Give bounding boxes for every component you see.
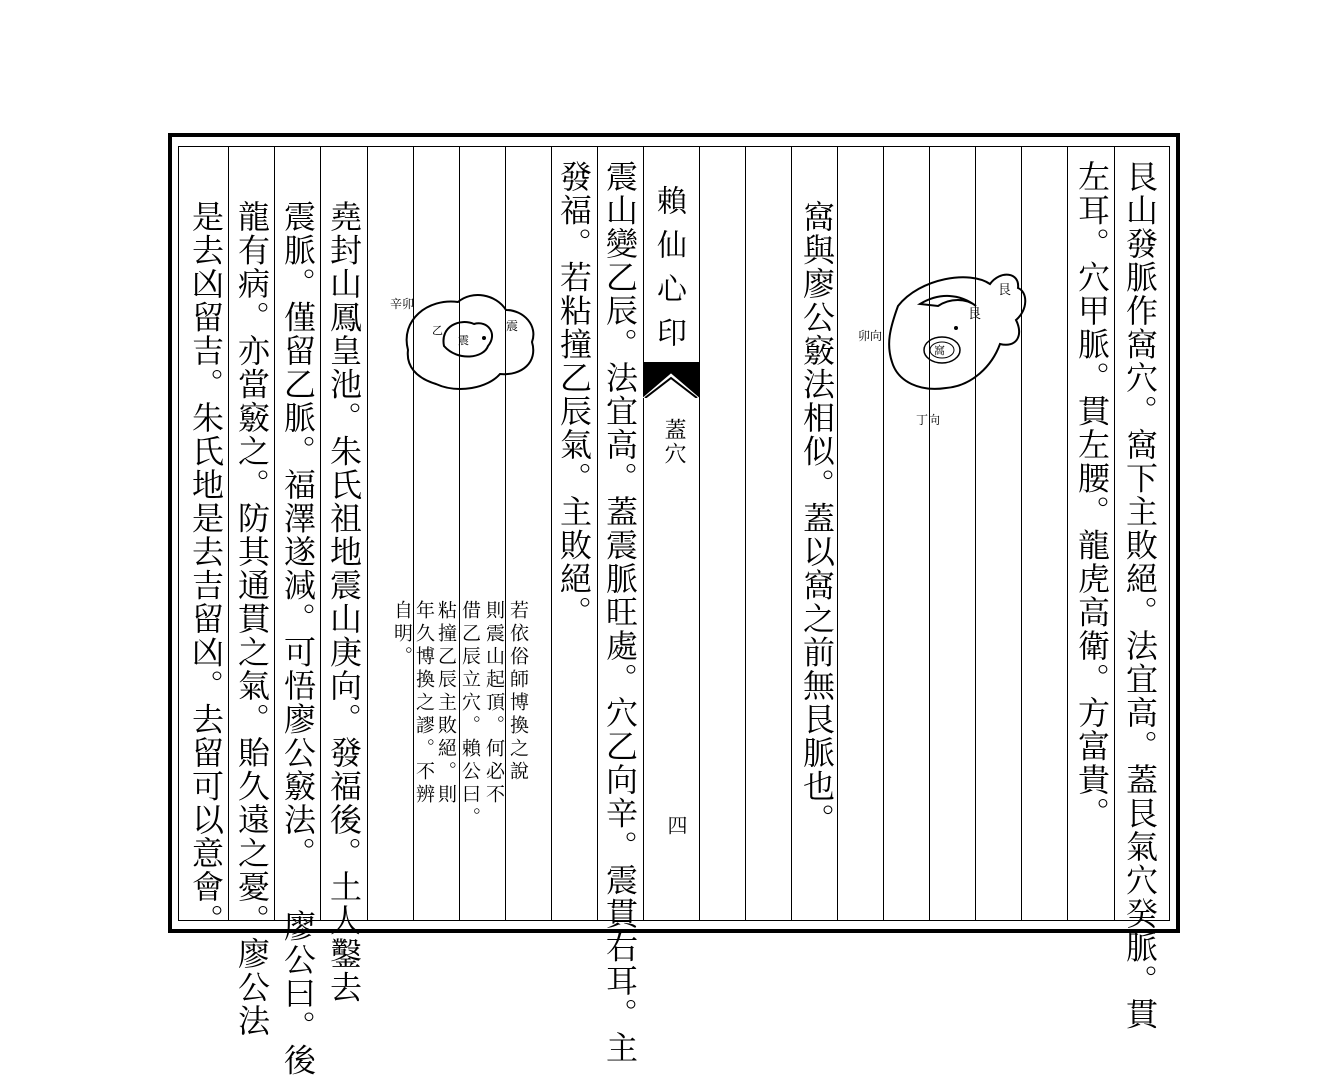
- center-rule-left: [643, 146, 644, 921]
- note-column: 年久博換之謬。不辨: [413, 600, 435, 807]
- rule-line: [274, 146, 275, 921]
- text-column: 龍有病。亦當竅之。防其通貫之氣。貽久遠之憂。廖公法: [233, 200, 271, 1038]
- text-column: 發福。若粘撞乙辰氣。主敗絕。: [555, 160, 593, 629]
- rule-line: [505, 146, 506, 921]
- note-column: 若依俗師博換之說: [507, 600, 529, 784]
- text-column: 艮山發脈作窩穴。窩下主敗絕。法宜高。蓋艮氣穴癸脈。貫: [1121, 160, 1159, 1031]
- rule-line: [1067, 146, 1068, 921]
- note-column: 粘撞乙辰主敗絕。則: [435, 600, 457, 807]
- rule-line: [228, 146, 229, 921]
- diagram-label-lower: 乙: [432, 324, 443, 337]
- rule-line: [320, 146, 321, 921]
- book-title: 賴仙心印: [651, 185, 686, 361]
- text-column: 窩與廖公竅法相似。蓋以窩之前無艮脈也。: [798, 200, 836, 837]
- note-column: 則震山起頂。何必不: [483, 600, 505, 807]
- diagram-label-middle: 震: [458, 334, 469, 347]
- diagram-label-middle: 艮: [968, 307, 982, 322]
- hall-cave-diagram: [388, 280, 548, 400]
- diagram-label-bottom: 丁向: [916, 413, 941, 427]
- rule-line: [367, 146, 368, 921]
- fishtail-mark: [643, 362, 699, 398]
- page-number: 四: [664, 815, 688, 835]
- note-column: 自明。: [391, 600, 413, 669]
- diagram-label-top: 艮: [998, 283, 1012, 298]
- grotto-cave-diagram: [850, 258, 1050, 448]
- diagram-label-top: 震: [506, 319, 519, 333]
- rule-line: [551, 146, 552, 921]
- text-column: 堯封山鳳皇池。朱氏祖地震山庚向。發福後。土人鑿去: [325, 200, 363, 1004]
- rule-line: [1114, 146, 1115, 921]
- diagram-label-side: 辛卯: [390, 297, 415, 311]
- text-column: 震脈。僅留乙脈。福澤遂減。可悟廖公竅法。 廖公曰。後: [279, 200, 317, 1077]
- text-column: 震山變乙辰。法宜高。蓋震脈旺處。穴乙向辛。震貫右耳。主: [601, 160, 639, 1065]
- diagram-label-center: 窩: [934, 344, 945, 357]
- rule-line: [745, 146, 746, 921]
- note-column: 借乙辰立穴。賴公曰。: [459, 600, 481, 830]
- rule-line: [791, 146, 792, 921]
- rule-line: [597, 146, 598, 921]
- center-rule-right: [699, 146, 700, 921]
- text-column: 是去凶留吉。朱氏地是去吉留凶。去留可以意會。: [187, 200, 225, 937]
- section-label: 蓋穴: [661, 418, 686, 466]
- text-column: 左耳。穴甲脈。貫左腰。龍虎高衛。方富貴。: [1073, 160, 1111, 830]
- rule-line: [837, 146, 838, 921]
- diagram-label-side: 卯向: [858, 329, 883, 343]
